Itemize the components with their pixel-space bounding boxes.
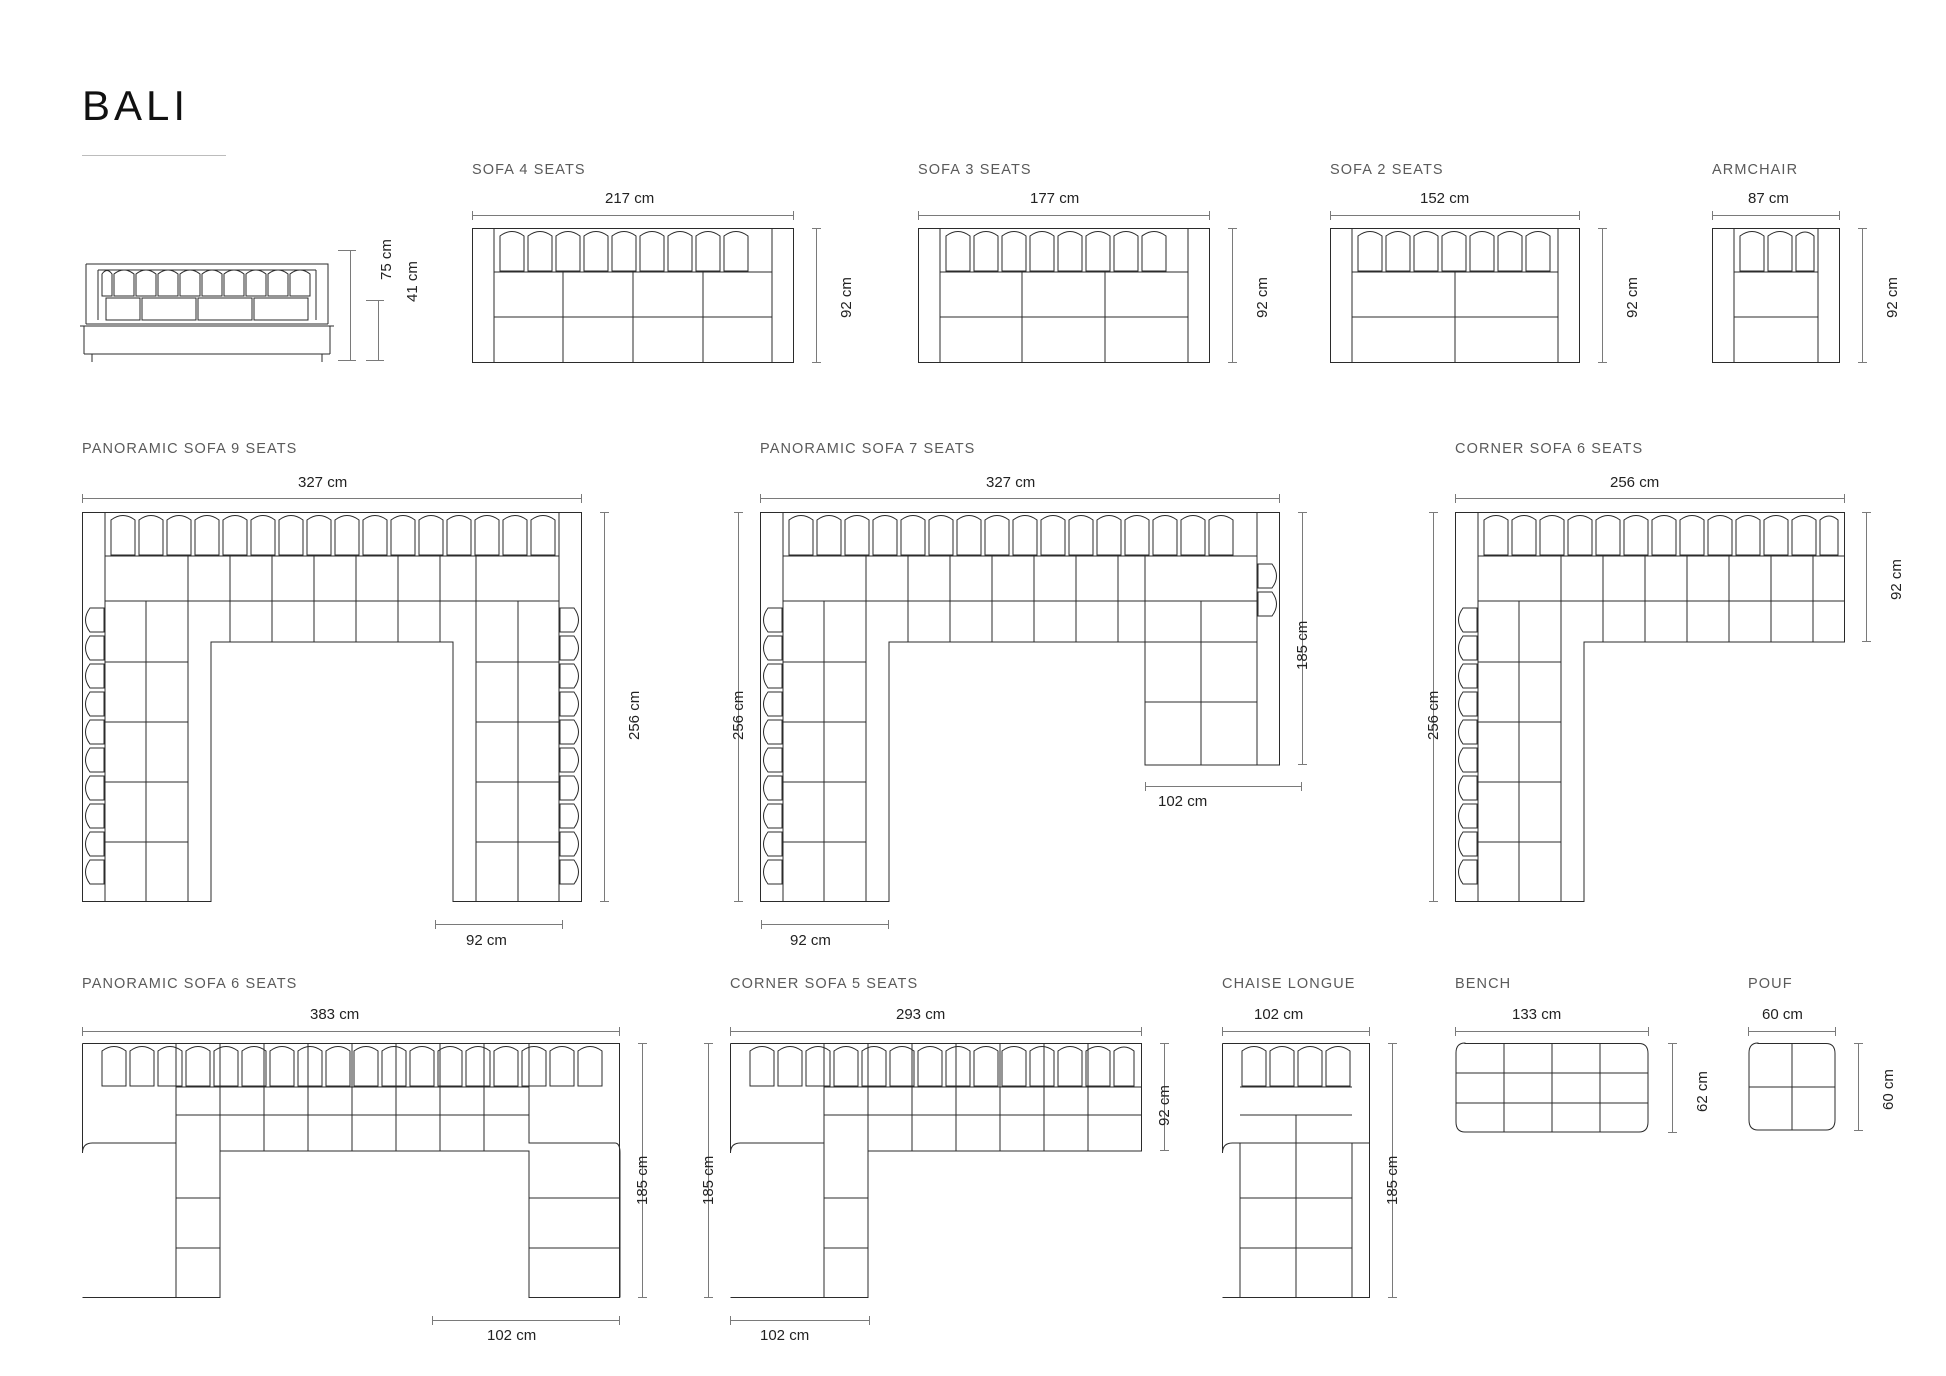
armchair-height: 92 cm (1884, 277, 1901, 318)
corner5-depth-tick-b (704, 1297, 713, 1298)
pano7-depth: 256 cm (730, 690, 747, 740)
chaise-drawing (1222, 1043, 1370, 1298)
sofa2-drawing (1330, 228, 1580, 363)
title-underline (82, 155, 226, 156)
pano7-left-depth-tick-t (734, 512, 743, 513)
pano9-arm-line (435, 924, 563, 925)
pano6-label: PANORAMIC SOFA 6 SEATS (82, 976, 298, 992)
corner5-depth-tick-t (704, 1043, 713, 1044)
sofa3-width-line (918, 215, 1210, 216)
front-view-drawing (78, 250, 348, 370)
sofa4-width-line (472, 215, 794, 216)
pano9-width-tick-l (82, 494, 83, 503)
pano7-width-tick-r (1279, 494, 1280, 503)
sofa3-height-tick-b (1228, 362, 1237, 363)
pano7-drawing (760, 512, 1280, 902)
front-view-dim-line-75 (350, 250, 351, 360)
armchair-height-tick-t (1858, 228, 1867, 229)
pouf-label: POUF (1748, 976, 1793, 992)
pano6-width-tick-r (619, 1027, 620, 1036)
pano7-right-depth-tick-t (1298, 512, 1307, 513)
corner6-width-tick-r (1844, 494, 1845, 503)
armchair-height-tick-b (1858, 362, 1867, 363)
chaise-label: CHAISE LONGUE (1222, 976, 1356, 992)
armchair-width-tick-l (1712, 211, 1713, 220)
sofa3-height-line (1232, 228, 1233, 363)
corner6-width: 256 cm (1610, 474, 1660, 491)
sofa4-label: SOFA 4 SEATS (472, 162, 586, 178)
armchair-drawing (1712, 228, 1840, 363)
bench-depth-line (1672, 1043, 1673, 1133)
chaise-depth-tick-b (1388, 1297, 1397, 1298)
bench-width: 133 cm (1512, 1006, 1562, 1023)
chaise-width: 102 cm (1254, 1006, 1304, 1023)
armchair-width: 87 cm (1748, 190, 1789, 207)
bench-depth-tick-t (1668, 1043, 1677, 1044)
front-view-tick-75-top (338, 250, 356, 251)
corner5-arm: 102 cm (760, 1327, 810, 1344)
pano9-depth-line (604, 512, 605, 902)
pano7-arm-line (761, 924, 889, 925)
armchair-width-tick-r (1839, 211, 1840, 220)
pano7-left-depth-tick-b (734, 901, 743, 902)
corner6-label: CORNER SOFA 6 SEATS (1455, 441, 1644, 457)
pouf-depth-line (1858, 1043, 1859, 1131)
pano9-arm-tick-r (562, 920, 563, 929)
front-view-tick-41-bot (366, 360, 384, 361)
sofa3-height: 92 cm (1254, 277, 1271, 318)
sofa3-width-tick-l (918, 211, 919, 220)
sofa2-width: 152 cm (1420, 190, 1470, 207)
bench-drawing (1455, 1043, 1649, 1133)
pouf-width-tick-l (1748, 1027, 1749, 1036)
bench-width-tick-r (1648, 1027, 1649, 1036)
armchair-width-line (1712, 215, 1840, 216)
pano6-depth-tick-b (638, 1297, 647, 1298)
front-view-dim-line-41 (378, 300, 379, 360)
sofa4-width-tick-l (472, 211, 473, 220)
corner5-arm-tick-r (869, 1316, 870, 1325)
pano9-depth-tick-t (600, 512, 609, 513)
pano9-arm-tick-l (435, 920, 436, 929)
pano7-label: PANORAMIC SOFA 7 SEATS (760, 441, 976, 457)
chaise-depth-tick-t (1388, 1043, 1397, 1044)
sofa2-width-tick-l (1330, 211, 1331, 220)
pano7-width-line (760, 498, 1280, 499)
pouf-width-line (1748, 1031, 1836, 1032)
pano6-arm-line (432, 1320, 620, 1321)
bench-depth-tick-b (1668, 1132, 1677, 1133)
chaise-depth: 185 cm (1384, 1155, 1401, 1205)
corner6-depth: 256 cm (1425, 690, 1442, 740)
sofa3-height-tick-t (1228, 228, 1237, 229)
sofa3-drawing (918, 228, 1210, 363)
sofa4-height-tick-t (812, 228, 821, 229)
pano6-drawing (82, 1043, 620, 1298)
pano7-right-width-tick-r (1301, 782, 1302, 791)
corner6-height-line (1866, 512, 1867, 642)
corner5-height: 92 cm (1156, 1085, 1173, 1126)
corner5-width: 293 cm (896, 1006, 946, 1023)
corner5-drawing (730, 1043, 1142, 1298)
pouf-width: 60 cm (1762, 1006, 1803, 1023)
pano6-arm: 102 cm (487, 1327, 537, 1344)
sofa4-height: 92 cm (838, 277, 855, 318)
corner5-width-tick-l (730, 1027, 731, 1036)
pano7-right-width-line (1145, 786, 1302, 787)
pano7-right-depth: 185 cm (1294, 620, 1311, 670)
pano7-right-width: 102 cm (1158, 793, 1208, 810)
front-view-height-41: 41 cm (404, 261, 421, 302)
pano6-width-line (82, 1031, 620, 1032)
corner5-label: CORNER SOFA 5 SEATS (730, 976, 919, 992)
corner6-height-tick-b (1862, 641, 1871, 642)
pano6-arm-tick-l (432, 1316, 433, 1325)
corner5-arm-tick-l (730, 1316, 731, 1325)
pano9-label: PANORAMIC SOFA 9 SEATS (82, 441, 298, 457)
sofa2-width-tick-r (1579, 211, 1580, 220)
armchair-height-line (1862, 228, 1863, 363)
pano9-arm: 92 cm (466, 932, 507, 949)
sofa4-width-tick-r (793, 211, 794, 220)
sofa4-width: 217 cm (605, 190, 655, 207)
pano7-right-width-tick-l (1145, 782, 1146, 791)
chaise-width-tick-r (1369, 1027, 1370, 1036)
pano9-depth: 256 cm (626, 690, 643, 740)
pano6-arm-tick-r (619, 1316, 620, 1325)
corner6-drawing (1455, 512, 1845, 902)
bench-label: BENCH (1455, 976, 1512, 992)
sofa2-width-line (1330, 215, 1580, 216)
sofa2-height-tick-b (1598, 362, 1607, 363)
sofa3-width: 177 cm (1030, 190, 1080, 207)
pano9-width: 327 cm (298, 474, 348, 491)
pano6-depth-tick-t (638, 1043, 647, 1044)
corner6-height: 92 cm (1888, 559, 1905, 600)
pouf-drawing (1748, 1043, 1836, 1131)
sofa2-height-line (1602, 228, 1603, 363)
corner6-height-tick-t (1862, 512, 1871, 513)
pano6-depth: 185 cm (634, 1155, 651, 1205)
pano9-width-line (82, 498, 582, 499)
sofa4-height-line (816, 228, 817, 363)
corner6-depth-tick-b (1429, 901, 1438, 902)
pano9-drawing (82, 512, 582, 902)
bench-width-line (1455, 1031, 1649, 1032)
pouf-depth: 60 cm (1880, 1069, 1897, 1110)
sofa2-height: 92 cm (1624, 277, 1641, 318)
pano9-depth-tick-b (600, 901, 609, 902)
sofa2-height-tick-t (1598, 228, 1607, 229)
pouf-depth-tick-b (1854, 1130, 1863, 1131)
bench-width-tick-l (1455, 1027, 1456, 1036)
sofa3-width-tick-r (1209, 211, 1210, 220)
chaise-width-line (1222, 1031, 1370, 1032)
front-view-height-75: 75 cm (378, 239, 395, 280)
pano7-arm: 92 cm (790, 932, 831, 949)
corner5-height-tick-b (1160, 1150, 1169, 1151)
pouf-width-tick-r (1835, 1027, 1836, 1036)
sofa2-label: SOFA 2 SEATS (1330, 162, 1444, 178)
pano7-width: 327 cm (986, 474, 1036, 491)
corner5-width-line (730, 1031, 1142, 1032)
pano6-width-tick-l (82, 1027, 83, 1036)
corner6-depth-tick-t (1429, 512, 1438, 513)
pano7-arm-tick-r (888, 920, 889, 929)
sofa4-height-tick-b (812, 362, 821, 363)
chaise-width-tick-l (1222, 1027, 1223, 1036)
pano6-width: 383 cm (310, 1006, 360, 1023)
pano7-arm-tick-l (761, 920, 762, 929)
pouf-depth-tick-t (1854, 1043, 1863, 1044)
sofa4-drawing (472, 228, 794, 363)
pano9-width-tick-r (581, 494, 582, 503)
front-view-tick-75-bot (338, 360, 356, 361)
front-view-tick-41-top (366, 300, 384, 301)
corner6-width-line (1455, 498, 1845, 499)
bench-depth: 62 cm (1694, 1071, 1711, 1112)
corner5-depth: 185 cm (700, 1155, 717, 1205)
corner6-width-tick-l (1455, 494, 1456, 503)
sofa3-label: SOFA 3 SEATS (918, 162, 1032, 178)
armchair-label: ARMCHAIR (1712, 162, 1799, 178)
corner5-arm-line (730, 1320, 870, 1321)
corner5-width-tick-r (1141, 1027, 1142, 1036)
pano7-right-depth-tick-b (1298, 764, 1307, 765)
page-title: BALI (82, 82, 190, 129)
pano7-width-tick-l (760, 494, 761, 503)
corner5-height-tick-t (1160, 1043, 1169, 1044)
